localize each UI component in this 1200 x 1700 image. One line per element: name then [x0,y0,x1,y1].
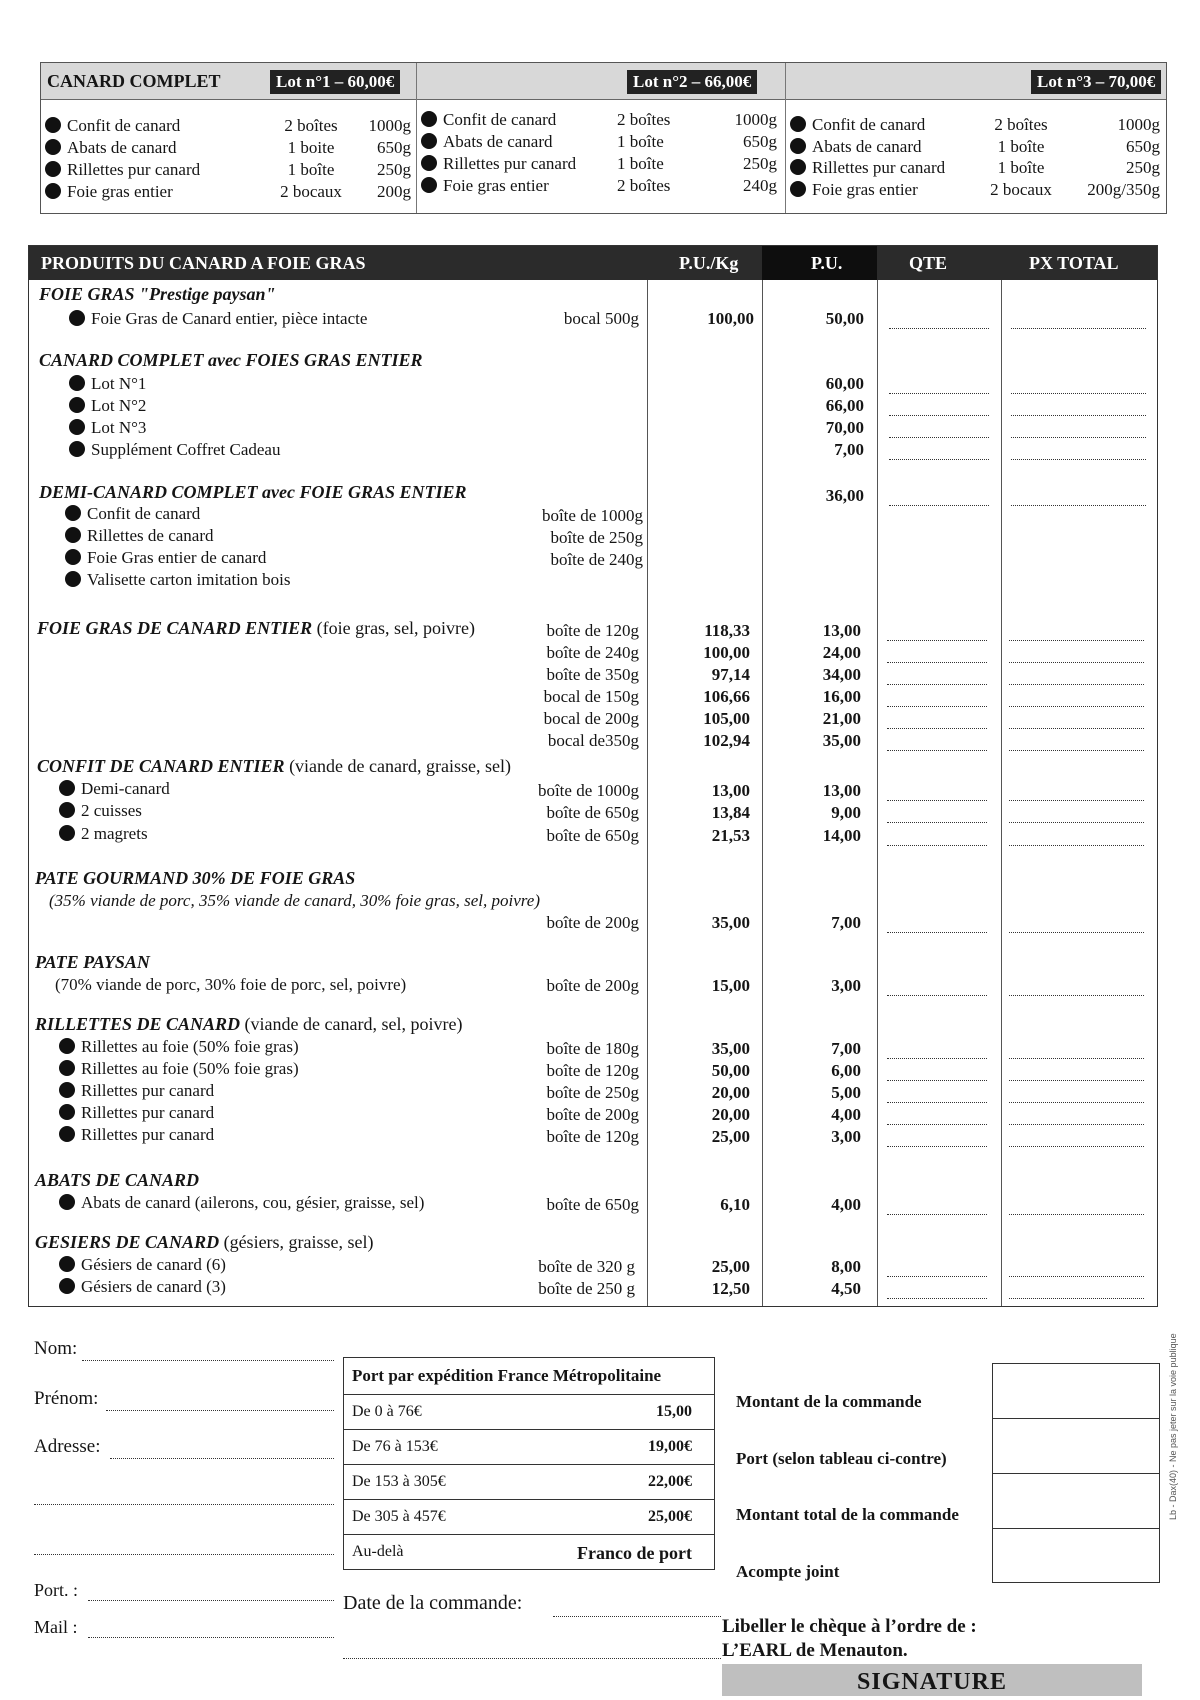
lots-title: CANARD COMPLET [47,71,221,91]
lot-item: Foie gras entier [421,175,549,197]
shipping-row: De 0 à 76€ 15,00 [344,1395,714,1430]
shipping-table [343,1357,715,1570]
qty-field[interactable] [887,1196,987,1215]
lot-column-2 [417,63,785,213]
product-item: Lot N°1 [69,373,146,395]
pack-size: bocal de 150g [543,687,639,706]
lot-weight: 650g [1126,137,1160,156]
qty-field[interactable] [887,688,987,707]
price-per-kg: 97,14 [711,665,750,684]
qty-field[interactable] [887,977,987,996]
product-item: Lot N°3 [69,417,146,439]
bullet-icon [59,1038,75,1054]
lot-weight: 240g [743,176,777,195]
total-field[interactable] [1009,1106,1144,1125]
lot-qty: 2 boîtes [617,110,671,129]
qty-field[interactable] [887,804,987,823]
signature-bar [722,1664,1142,1696]
total-field[interactable] [1009,1062,1144,1081]
qty-field[interactable] [887,914,987,933]
section-title: GESIERS DE CANARD (gésiers, graisse, sel) [35,1232,374,1252]
pack-size: boîte de 650g [546,826,639,845]
unit-price: 9,00 [831,803,861,822]
lot-item: Abats de canard [45,137,177,159]
bullet-icon [69,397,85,413]
pack-size: bocal de350g [547,731,639,750]
pack-size: boîte de 180g [546,1039,639,1058]
total-field[interactable] [1009,644,1144,663]
port-phone-input[interactable] [88,1584,334,1601]
bullet-icon [59,1126,75,1142]
product-item: Confit de canard [65,503,200,525]
qty-field[interactable] [887,644,987,663]
lot-qty: 2 boîtes [994,115,1048,134]
unit-price: 5,00 [831,1083,861,1102]
qty-field[interactable] [887,666,987,685]
lot-weight: 1000g [368,116,411,135]
lot-qty: 1 boîte [617,154,664,173]
lot-item: Confit de canard [790,114,925,136]
bullet-icon [69,419,85,435]
total-field[interactable] [1009,1084,1144,1103]
pack-size: boîte de 240g [546,643,639,662]
product-item: Foie Gras de Canard entier, pièce intacte [69,308,367,330]
bullet-icon [421,155,437,171]
pack-size: boîte de 120g [546,621,639,640]
port-phone-label: Port. : [34,1580,79,1600]
unit-price: 35,00 [822,731,861,750]
total-field[interactable] [1009,1280,1144,1299]
qty-field[interactable] [889,487,989,506]
total-field[interactable] [1009,666,1144,685]
lot-column-1 [41,63,416,213]
pack-size: boîte de 240g [550,550,643,569]
shipping-title-row [344,1358,714,1395]
total-field[interactable] [1011,487,1146,506]
price-per-kg: 102,94 [703,731,750,750]
total-field[interactable] [1011,441,1146,460]
product-item: Gésiers de canard (6) [59,1254,226,1276]
lot-item: Abats de canard [790,136,922,158]
section-title: PATE GOURMAND 30% DE FOIE GRAS [35,868,356,888]
total-field[interactable] [1009,710,1144,729]
qty-field[interactable] [889,441,989,460]
section-title: FOIE GRAS "Prestige paysan" [39,284,276,304]
price-per-kg: 105,00 [703,709,750,728]
price-per-kg: 35,00 [711,913,750,932]
lot-header [41,63,416,100]
lot-weight: 250g [743,154,777,173]
price-per-kg: 106,66 [703,687,750,706]
price-per-kg: 13,84 [711,803,750,822]
lot-column-3 [786,63,1166,213]
bullet-icon [59,1060,75,1076]
header-qte: QTE [909,253,948,273]
total-field[interactable] [1009,732,1144,751]
total-field[interactable] [1009,1128,1144,1147]
nom-label: Nom: [34,1338,78,1359]
product-item: 2 cuisses [59,800,142,822]
bullet-icon [45,161,61,177]
header-pu: P.U. [811,253,843,273]
lot-header [786,63,1166,100]
product-item: Rillettes au foie (50% foie gras) [59,1036,299,1058]
total-field[interactable] [1011,397,1146,416]
lot-badge: Lot n°2 – 66,00€ [627,70,757,94]
lot-qty: 2 bocaux [280,182,342,201]
date-label: Date de la commande: [343,1592,523,1614]
pack-size: boîte de 650g [546,803,639,822]
total-field[interactable] [1009,1196,1144,1215]
qty-field[interactable] [887,1084,987,1103]
pack-size: boîte de 250 g [538,1279,635,1298]
total-field[interactable] [1009,688,1144,707]
bullet-icon [65,549,81,565]
section-title: CONFIT DE CANARD ENTIER (viande de canard, graisse, sel) [37,756,511,776]
bullet-icon [59,1256,75,1272]
port-cost-label: Port (selon tableau ci-contre) [736,1449,947,1468]
lot-badge: Lot n°3 – 70,00€ [1031,70,1161,94]
shipping-row: De 153 à 305€ 22,00€ [344,1465,714,1500]
qty-field[interactable] [887,1106,987,1125]
lot-weight: 650g [377,138,411,157]
pack-size: boîte de 200g [546,1105,639,1124]
bullet-icon [45,183,61,199]
bullet-icon [59,825,75,841]
bullet-icon [65,505,81,521]
unit-price: 3,00 [831,1127,861,1146]
price-per-kg: 35,00 [711,1039,750,1058]
lot-item: Rillettes pur canard [421,153,576,175]
qty-field[interactable] [889,375,989,394]
lot-weight: 250g [1126,158,1160,177]
lot-qty: 1 boîte [617,132,664,151]
qty-field[interactable] [887,1258,987,1277]
pack-size: boîte de 320 g [538,1257,635,1276]
unit-price: 14,00 [822,826,861,845]
header-product: PRODUITS DU CANARD A FOIE GRAS [41,253,366,273]
lot-item: Foie gras entier [790,179,918,201]
pack-size: boîte de 200g [546,913,639,932]
product-description: (35% viande de porc, 35% viande de canard, 30% foie gras, sel, poivre) [49,891,540,910]
price-per-kg: 13,00 [711,781,750,800]
pack-size: bocal de 200g [543,709,639,728]
adresse-label: Adresse: [34,1436,101,1457]
price-per-kg: 100,00 [707,309,754,328]
adresse-input[interactable] [110,1442,334,1459]
section-title: RILLETTES DE CANARD (viande de canard, sel, poivre) [35,1014,463,1034]
product-item: Lot N°2 [69,395,146,417]
signature-label: SIGNATURE [857,1669,1007,1695]
acompte-label: Acompte joint [736,1562,840,1581]
lot-qty: 2 bocaux [990,180,1052,199]
bullet-icon [59,1082,75,1098]
shipping-row: De 305 à 457€ 25,00€ [344,1500,714,1535]
mail-input[interactable] [88,1621,334,1638]
pack-size: boîte de 250g [546,1083,639,1102]
lot-qty: 2 boîtes [617,176,671,195]
bullet-icon [790,159,806,175]
product-item: Abats de canard (ailerons, cou, gésier, graisse, sel) [59,1192,424,1214]
unit-price: 66,00 [825,396,864,415]
pack-size: boîte de 1000g [537,781,639,800]
unit-price: 50,00 [825,309,864,328]
adresse-input-line2[interactable] [34,1488,334,1505]
product-item: Demi-canard [59,778,170,800]
unit-price: 7,00 [831,1039,861,1058]
product-item: Rillettes pur canard [59,1124,214,1146]
unit-price: 8,00 [831,1257,861,1276]
total-field[interactable] [1009,827,1144,846]
port-box[interactable] [993,1419,1159,1474]
price-per-kg: 21,53 [711,826,750,845]
lot-item: Confit de canard [421,109,556,131]
unit-price: 13,00 [822,621,861,640]
lot-weight: 1000g [1117,115,1160,134]
lots-box [40,62,1167,214]
price-per-kg: 6,10 [720,1195,750,1214]
lot-weight: 200g/350g [1087,180,1160,199]
total-field[interactable] [1011,375,1146,394]
unit-price: 4,50 [831,1279,861,1298]
bullet-icon [421,111,437,127]
shipping-title: Port par expédition France Métropolitaine [352,1366,662,1385]
lot-weight: 650g [743,132,777,151]
bullet-icon [59,780,75,796]
acompte-box[interactable] [993,1529,1159,1583]
qty-field[interactable] [889,310,989,329]
price-per-kg: 100,00 [703,643,750,662]
prenom-label: Prénom: [34,1388,99,1409]
bullet-icon [69,441,85,457]
section-title: ABATS DE CANARD [35,1170,200,1190]
unit-price: 7,00 [834,440,864,459]
pack-size: boîte de 200g [546,976,639,995]
qty-field[interactable] [889,419,989,438]
bullet-icon [790,138,806,154]
unit-price: 6,00 [831,1061,861,1080]
lot-item: Foie gras entier [45,181,173,203]
total-field[interactable] [1009,914,1144,933]
lot-weight: 200g [377,182,411,201]
price-per-kg: 25,00 [711,1127,750,1146]
section-title: PATE PAYSAN [35,952,150,972]
qty-field[interactable] [887,782,987,801]
product-item: Rillettes pur canard [59,1102,214,1124]
unit-price: 4,00 [831,1195,861,1214]
adresse-input-line3[interactable] [34,1538,334,1555]
unit-price: 60,00 [825,374,864,393]
lot-qty: 2 boîtes [284,116,338,135]
unit-price: 21,00 [822,709,861,728]
qty-field[interactable] [887,1062,987,1081]
cheque-payee: L’EARL de Menauton. [722,1640,908,1661]
price-per-kg: 25,00 [711,1257,750,1276]
product-table [28,245,1158,1307]
bullet-icon [790,181,806,197]
qty-field[interactable] [887,622,987,641]
lot-weight: 250g [377,160,411,179]
total-field[interactable] [1011,310,1146,329]
bullet-icon [59,1194,75,1210]
nom-input[interactable] [82,1344,334,1361]
lot-qty: 1 boîte [997,137,1045,156]
price-per-kg: 118,33 [704,621,750,640]
price-per-kg: 20,00 [711,1105,750,1124]
lot-header [417,63,785,100]
unit-price: 70,00 [825,418,864,437]
lot-item: Rillettes pur canard [45,159,200,181]
price-per-kg: 20,00 [711,1083,750,1102]
pack-size: boîte de 250g [550,528,643,547]
product-item: Gésiers de canard (3) [59,1276,226,1298]
qty-field[interactable] [887,827,987,846]
product-item: Rillettes pur canard [59,1080,214,1102]
unit-price: 4,00 [831,1105,861,1124]
total-field[interactable] [1009,1040,1144,1059]
lot-qty: 1 boîte [287,160,335,179]
qty-field[interactable] [889,397,989,416]
lot-badge: Lot n°1 – 60,00€ [270,70,400,94]
bullet-icon [69,310,85,326]
unit-price: 13,00 [822,781,861,800]
total-field[interactable] [1011,419,1146,438]
mail-label: Mail : [34,1617,78,1637]
pack-size: boîte de 650g [546,1195,639,1214]
total-field[interactable] [1009,1258,1144,1277]
product-item: Rillettes de canard [65,525,214,547]
divider [762,280,763,1306]
bullet-icon [45,139,61,155]
shipping-row: De 76 à 153€ 19,00€ [344,1430,714,1465]
section-title: CANARD COMPLET avec FOIES GRAS ENTIER [39,350,423,370]
qty-field[interactable] [887,1040,987,1059]
bullet-icon [421,177,437,193]
footer-note: Lb - Dax(40) - Ne pas jeter sur la voie publique [1168,1333,1178,1520]
total-field[interactable] [1009,782,1144,801]
qty-field[interactable] [887,710,987,729]
bullet-icon [65,571,81,587]
shipping-row: Au-delà Franco de port [352,1543,692,1563]
bullet-icon [59,802,75,818]
qty-field[interactable] [887,1280,987,1299]
unit-price: 24,00 [822,643,861,662]
total-field[interactable] [1009,622,1144,641]
unit-price: 3,00 [831,976,861,995]
total-field[interactable] [1009,804,1144,823]
product-item: Supplément Coffret Cadeau [69,439,280,461]
date-input-line2[interactable] [343,1642,721,1659]
pack-size: boîte de 120g [546,1061,639,1080]
bullet-icon [421,133,437,149]
date-input[interactable] [553,1600,721,1617]
lot-item: Abats de canard [421,131,553,153]
divider [877,280,878,1306]
bullet-icon [65,527,81,543]
bullet-icon [790,116,806,132]
lot-item: Confit de canard [45,115,180,137]
product-item: Rillettes au foie (50% foie gras) [59,1058,299,1080]
divider [647,280,648,1306]
total-box[interactable] [993,1474,1159,1529]
lot-item: Rillettes pur canard [790,157,945,179]
lot-weight: 1000g [734,110,777,129]
montant-box[interactable] [993,1364,1159,1419]
price-per-kg: 12,50 [711,1279,750,1298]
unit-price: 7,00 [831,913,861,932]
bullet-icon [45,117,61,133]
unit-price: 34,00 [822,665,861,684]
product-item: Valisette carton imitation bois [65,569,291,591]
price-per-kg: 50,00 [711,1061,750,1080]
prenom-input[interactable] [106,1394,334,1411]
bullet-icon [59,1104,75,1120]
lot-qty: 1 boîte [997,158,1045,177]
unit-price: 16,00 [822,687,861,706]
section-title: DEMI-CANARD COMPLET avec FOIE GRAS ENTIER [39,482,467,502]
header-pukg: P.U./Kg [679,253,739,273]
bullet-icon [59,1278,75,1294]
product-item: 2 magrets [59,823,148,845]
lot-qty: 1 boite [287,138,335,157]
product-description: (70% viande de porc, 30% foie de porc, sel, poivre) [55,975,407,994]
divider [1001,280,1002,1306]
cheque-instruction: Libeller le chèque à l’ordre de : [722,1616,977,1637]
total-label: Montant total de la commande [736,1505,959,1524]
qty-field[interactable] [887,732,987,751]
unit-price: 36,00 [825,486,864,505]
qty-field[interactable] [887,1128,987,1147]
total-field[interactable] [1009,977,1144,996]
montant-label: Montant de la commande [736,1392,922,1411]
price-per-kg: 15,00 [711,976,750,995]
pack-size: boîte de 350g [546,665,639,684]
pack-size: boîte de 1000g [541,506,643,525]
summary-boxes [992,1363,1160,1583]
product-item: Foie Gras entier de canard [65,547,266,569]
pack-size: bocal 500g [563,309,639,328]
pack-size: boîte de 120g [546,1127,639,1146]
header-total: PX TOTAL [1029,253,1119,273]
bullet-icon [69,375,85,391]
section-title: FOIE GRAS DE CANARD ENTIER (foie gras, sel, poivre) [37,618,476,638]
